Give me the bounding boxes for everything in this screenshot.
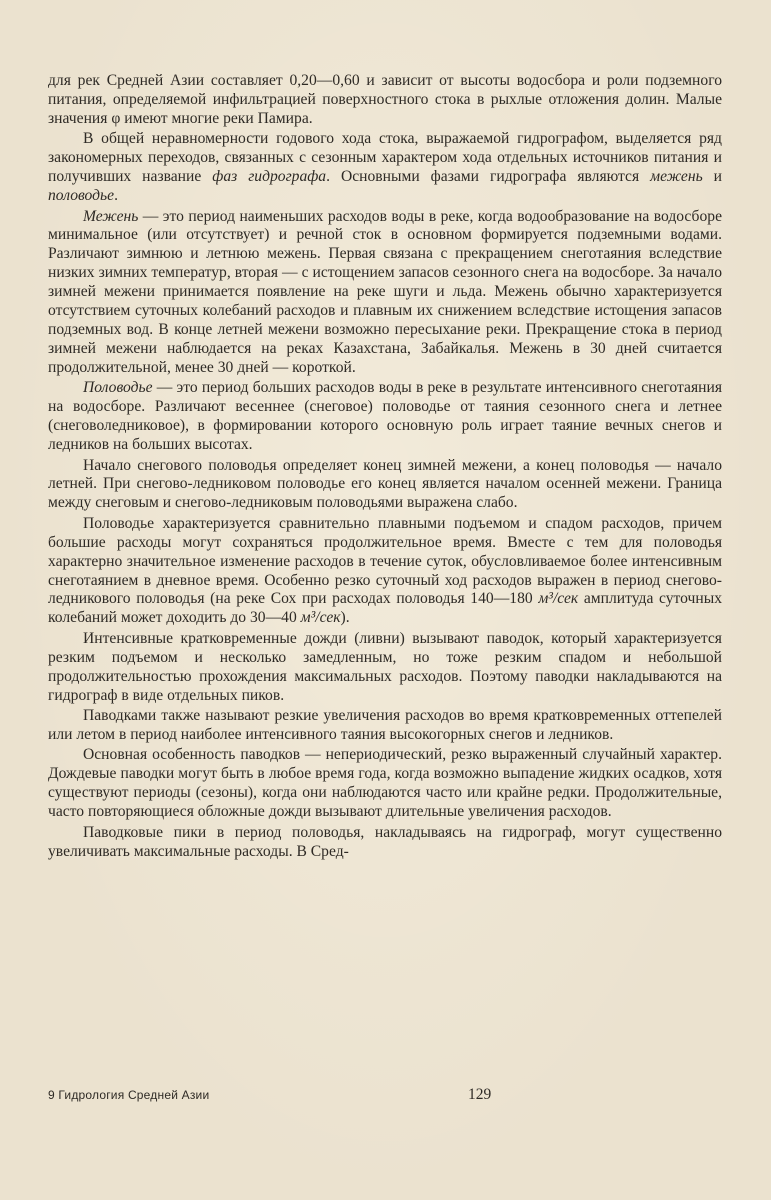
text-run: Начало снегового половодья определяет конец зимней межени, а конец половодья — начало летней. При снегово-ледниковом половодье его конец является началом осенней межени. Граница между снеговым и снегово-ледниковым половодьями выражена слабо. [48,456,722,512]
paragraph [48,746,722,822]
paragraph [48,707,722,745]
italic-term: Половодье [83,379,153,397]
italic-term: м³/сек [300,609,341,627]
text-run: ). [340,609,350,627]
italic-term: фаз гидрографа [212,168,327,186]
paragraph [48,379,722,455]
italic-term: межень [650,168,703,186]
paragraph [48,630,722,706]
paragraph [48,72,722,129]
text-run: для рек Средней Азии составляет 0,20—0,60 и зависит от высоты водосбора и роли подземного питания, определяемой инфильтрацией поверхностного стока в рыхлые отложения долин. Малые значения φ имеют многие реки Памира. [48,72,722,127]
text-run: Основная особенность паводков — непериодический, резко выраженный случайный характер. Дождевые паводки могут быть в любое время года, когда возможно выпадение жидких осадков, хотя существуют периоды (сезоны), когда они наблюдаются часто или крайне редки. Продолжительные, часто повторяющиеся обложные дожди вызывают длительные увеличения расходов. [48,746,722,821]
body-text [48,72,722,863]
page-footer [48,1086,722,1106]
paragraph [48,457,722,514]
text-run: Интенсивные кратковременные дожди (ливни) вызывают паводок, который характеризуется резким подъемом и несколько замедленным, но тоже резким спадом и небольшой продолжительностью прохождения максимальных расходов. Поэтому паводки накладываются на гидрограф в виде отдельных пиков. [48,629,722,704]
italic-term: Межень [83,207,139,225]
italic-term: м³/сек [538,590,579,608]
text-run: В общей неравномерности годового хода стока, выражаемой гидрографом, выделяется ряд закономерных переходов, связанных с сезонным характером хода отдельных источников питания и получивших название [48,130,722,186]
text-run: Паводками также называют резкие увеличения расходов во время кратковременных оттепелей или летом в период наиболее интенсивного таяния высокогорных снегов и ледников. [48,707,722,743]
text-run: амплитуда суточных колебаний может доходить до 30—40 [48,590,722,627]
text-run: — это период больших расходов воды в реке в результате интенсивного снеготаяния на водосборе. Различают весеннее (снеговое) половодье от таяния сезонного снега и летнее (снеговоледниковое), в формировании которого основную роль играет таяние вечных снегов и ледников на больших высотах. [48,379,722,453]
text-run: . Основными фазами гидрографа являются [326,168,651,186]
text-run: Паводковые пики в период половодья, накладываясь на гидрограф, могут существенно увеличивать максимальные расходы. В Сред- [48,823,722,860]
text-run: . [114,187,118,205]
signature-mark: 9 Гидрология Средней Азии [48,1088,210,1102]
text-run: и [702,168,722,186]
paragraph [48,824,722,862]
text-run: — это период наименьших расходов воды в реке, когда водообразование на водосборе минимальное (или отсутствует) и речной сток в основном формируется подземными водами. Различают зимнюю и летнюю межень. Первая связана с прекращением снеготаяния вследствие низких зимних температур, вторая — с истощением запасов сезонного снега на водосборе. За начало зимней межени принимается появление на реке шуги и льда. Межень обычно характеризуется отсутствием суточных колебаний расходов и плавным их снижением вследствие истощения запасов подземных вод. В конце летней межени возможно пересыхание реки. Прекращение стока в период зимней межени наблюдается на реках Казахстана, Забайкалья. Межень в 30 дней считается продолжительной, менее 30 дней — короткой. [48,207,722,376]
page-number: 129 [468,1086,492,1103]
italic-term: половодье [48,187,115,205]
paragraph [48,515,722,628]
text-run: Половодье характеризуется сравнительно плавными подъемом и спадом расходов, причем большие расходы могут сохраняться продолжительное время. Вместе с тем для половодья характерно значительное изменение расходов в течение суток, обусловливаемое более интенсивным снеготаянием в дневное время. Особенно резко суточный ход расходов выражен в период снегово-ледникового половодья (на реке Сох при расходах половодья 140—180 [48,514,722,608]
paragraph [48,208,722,378]
paragraph [48,130,722,206]
